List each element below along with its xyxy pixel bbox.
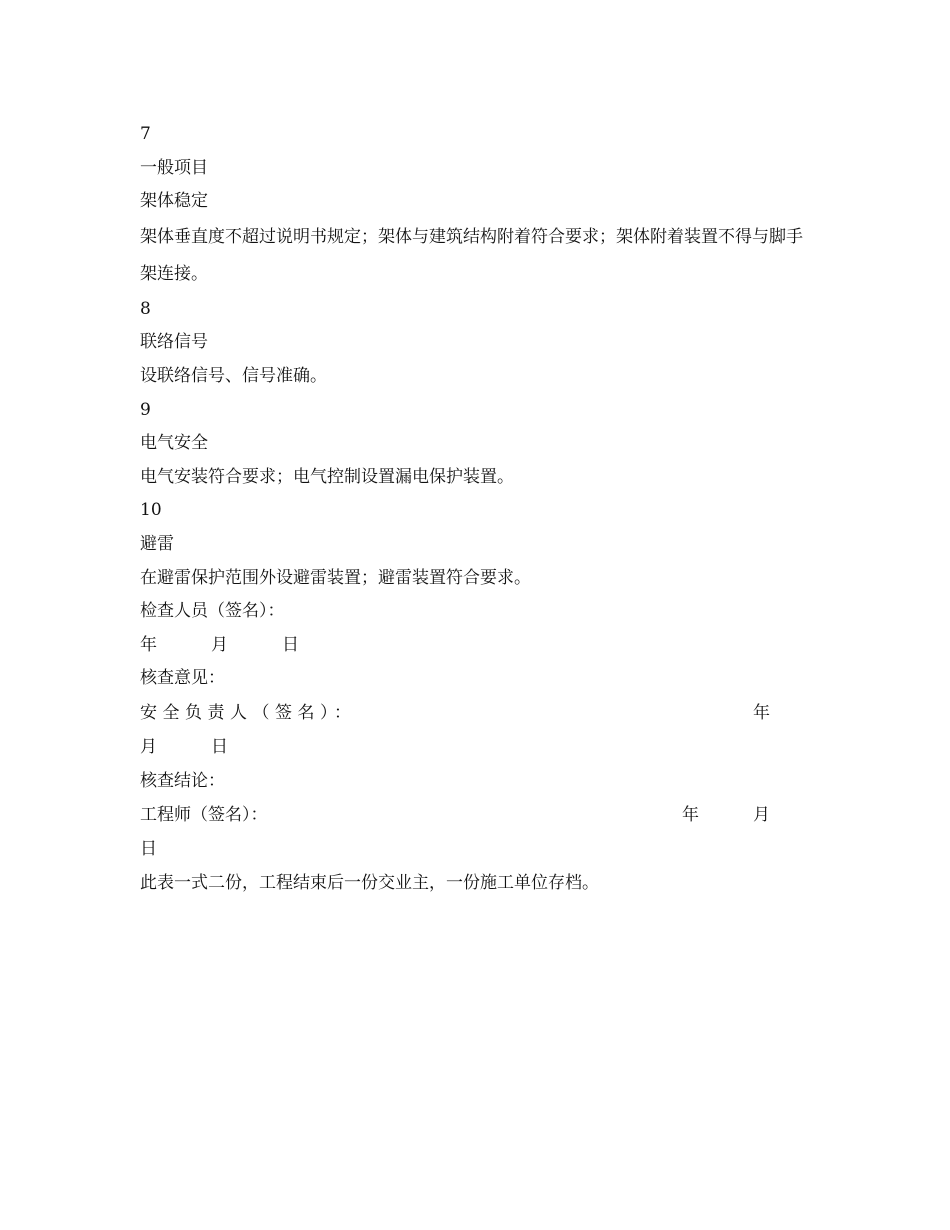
item-number: 10 [140,500,162,521]
safety-officer-date [140,731,812,765]
item-name: 避雷 [140,533,174,554]
item-requirement: 电气安装符合要求；电气控制设置漏电保护装置。 [140,466,514,487]
engineer-date-year-month [682,798,770,833]
inspector-date [140,629,812,663]
item-name: 架体稳定 [140,191,208,212]
safety-officer-signature-label: 安全负责人（签名）： [140,702,357,723]
item-name: 电气安全 [140,433,208,454]
review-conclusion-label: 核查结论： [140,770,225,791]
date-year: 年 [682,805,699,826]
date-year: 年 [140,634,157,655]
date-day: 日 [140,839,157,860]
item-category: 一般项目 [140,157,208,178]
review-opinion-label: 核查意见： [140,668,225,689]
safety-officer-signature-row [140,696,812,731]
item-number: 7 [140,124,151,144]
date-month: 月 [140,736,157,757]
date-day: 日 [211,736,228,757]
item-requirement: 在避雷保护范围外设避雷装置；避雷装置符合要求。 [140,567,531,588]
date-year: 年 [753,702,770,723]
item-requirement: 设联络信号、信号准确。 [140,365,327,386]
item-number: 8 [140,298,151,319]
document-content [140,118,812,900]
item-name: 联络信号 [140,332,208,353]
inspector-signature-label: 检查人员（签名）： [140,601,285,622]
date-month: 月 [753,805,770,826]
item-number: 9 [140,399,151,420]
date-month: 月 [211,634,228,655]
date-day: 日 [282,634,299,655]
footnote: 此表一式二份，工程结束后一份交业主，一份施工单位存档。 [140,872,599,893]
engineer-signature-row [140,798,812,833]
engineer-signature-label: 工程师（签名）： [140,805,268,826]
item-requirement: 架体垂直度不超过说明书规定；架体与建筑结构附着符合要求；架体附着装置不得与脚手架连接。 [140,226,803,284]
